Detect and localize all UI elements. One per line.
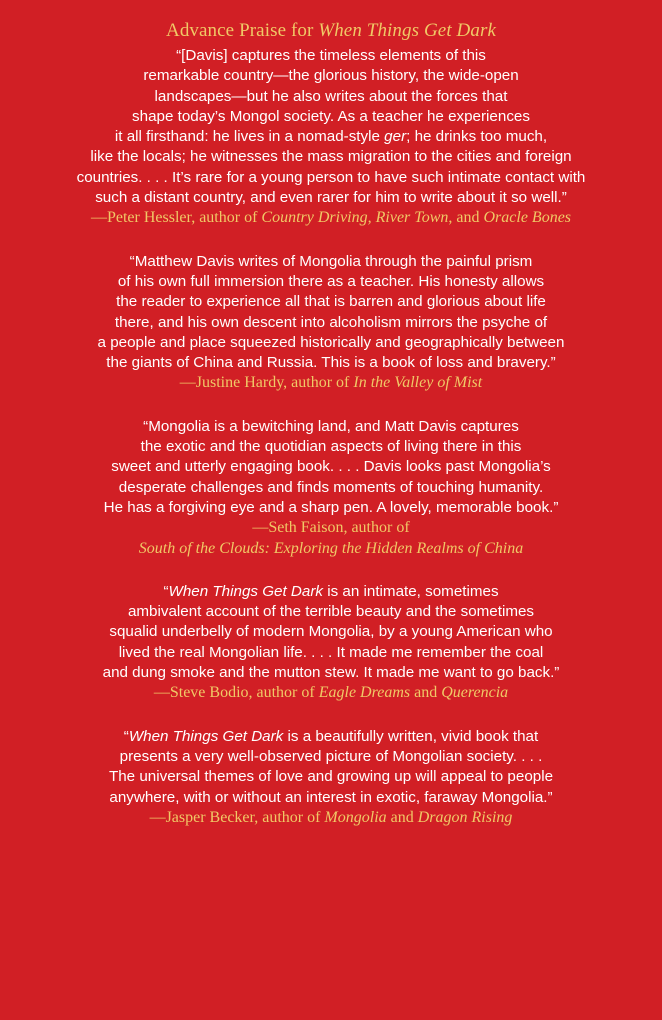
text-run: —Peter Hessler, author of bbox=[90, 209, 262, 227]
text-run: —Justine Hardy, author of bbox=[179, 374, 354, 392]
text-run: the reader to experience all that is barren and glorious about life bbox=[116, 293, 546, 311]
attribution-line bbox=[0, 539, 662, 559]
quote-line bbox=[0, 333, 662, 353]
title-text: ger bbox=[384, 128, 407, 146]
attribution-line bbox=[0, 373, 662, 393]
praise-heading-prefix: Advance Praise for bbox=[166, 20, 319, 41]
quote-line bbox=[0, 747, 662, 767]
text-run: and bbox=[386, 808, 418, 826]
quote-line bbox=[0, 498, 662, 518]
quote-line bbox=[0, 767, 662, 787]
text-run: “ bbox=[163, 582, 169, 600]
quote-line bbox=[0, 622, 662, 642]
text-run: is an intimate, sometimes bbox=[322, 582, 499, 600]
text-run: anywhere, with or without an interest in exotic, faraway Mongolia.” bbox=[109, 788, 553, 806]
text-run: and dung smoke and the mutton stew. It made me want to go back.” bbox=[102, 664, 560, 682]
quote-line bbox=[0, 188, 662, 208]
text-run: and bbox=[410, 684, 442, 702]
quote-line bbox=[0, 87, 662, 107]
text-run: squalid underbelly of modern Mongolia, by a young American who bbox=[109, 623, 553, 641]
quote-line bbox=[0, 437, 662, 457]
praise-blurb bbox=[0, 46, 662, 229]
title-text: Oracle Bones bbox=[483, 209, 572, 227]
title-text: When Things Get Dark bbox=[128, 727, 284, 745]
text-run: it all firsthand: he lives in a nomad-style bbox=[114, 128, 385, 146]
quote-line bbox=[0, 417, 662, 437]
text-run: remarkable country—the glorious history, the wide-open bbox=[143, 67, 519, 85]
quote-line bbox=[0, 313, 662, 333]
quote-line bbox=[0, 107, 662, 127]
text-run: “Matthew Davis writes of Mongolia through the painful prism bbox=[129, 252, 533, 270]
text-run: a people and place squeezed historically and geographically between bbox=[97, 333, 565, 351]
attribution-line bbox=[0, 683, 662, 703]
quote-line bbox=[0, 292, 662, 312]
text-run: countries. . . . It’s rare for a young person to have such intimate contact with bbox=[76, 168, 586, 186]
text-run: landscapes—but he also writes about the forces that bbox=[154, 87, 508, 105]
quote-line bbox=[0, 457, 662, 477]
attribution-line bbox=[0, 518, 662, 538]
quote-line bbox=[0, 353, 662, 373]
quote-line bbox=[0, 788, 662, 808]
quote-line bbox=[0, 663, 662, 683]
praise-blurb bbox=[0, 252, 662, 394]
text-run: —Jasper Becker, author of bbox=[149, 808, 325, 826]
quote-line bbox=[0, 582, 662, 602]
quote-line bbox=[0, 46, 662, 66]
text-run: , and bbox=[448, 209, 484, 227]
attribution-line bbox=[0, 208, 662, 228]
text-run: “Mongolia is a bewitching land, and Matt Davis captures bbox=[143, 417, 519, 435]
blurb-list bbox=[0, 46, 662, 828]
quote-line bbox=[0, 602, 662, 622]
text-run: of his own full immersion there as a teacher. His honesty allows bbox=[117, 272, 545, 290]
title-text: Eagle Dreams bbox=[318, 684, 411, 702]
text-run: sweet and utterly engaging book. . . . Davis looks past Mongolia’s bbox=[111, 458, 551, 476]
title-text: Country Driving, River Town bbox=[261, 209, 449, 227]
praise-blurb bbox=[0, 727, 662, 828]
text-run: shape today’s Mongol society. As a teacher he experiences bbox=[132, 107, 530, 125]
text-run: “[Davis] captures the timeless elements of this bbox=[176, 47, 486, 64]
quote-line bbox=[0, 478, 662, 498]
text-run: —Seth Faison, author of bbox=[252, 519, 410, 537]
text-run: ; he drinks too much, bbox=[406, 128, 548, 146]
attribution-line bbox=[0, 808, 662, 828]
title-text: Mongolia bbox=[324, 808, 387, 826]
praise-blurb bbox=[0, 417, 662, 559]
text-run: ambivalent account of the terrible beauty and the sometimes bbox=[127, 603, 535, 621]
text-run: like the locals; he witnesses the mass migration to the cities and foreign bbox=[90, 148, 572, 166]
quote-line bbox=[0, 272, 662, 292]
praise-heading bbox=[0, 19, 662, 43]
title-text: South of the Clouds: Exploring the Hidden Realms of China bbox=[138, 539, 524, 557]
praise-blurb bbox=[0, 582, 662, 704]
text-run: The universal themes of love and growing up will appeal to people bbox=[108, 768, 554, 786]
text-run: —Steve Bodio, author of bbox=[153, 684, 319, 702]
quote-line bbox=[0, 127, 662, 147]
praise-heading-book-title: When Things Get Dark bbox=[318, 20, 496, 41]
text-run: is a beautifully written, vivid book that bbox=[283, 727, 539, 745]
quote-line bbox=[0, 252, 662, 272]
title-text: Querencia bbox=[441, 684, 509, 702]
text-run: lived the real Mongolian life. . . . It made me remember the coal bbox=[118, 643, 544, 661]
text-run: the giants of China and Russia. This is a book of loss and bravery.” bbox=[106, 354, 556, 372]
quote-line bbox=[0, 168, 662, 188]
title-text: When Things Get Dark bbox=[168, 582, 323, 600]
title-text: Dragon Rising bbox=[417, 808, 513, 826]
text-run: the exotic and the quotidian aspects of living there in this bbox=[140, 438, 522, 456]
quote-line bbox=[0, 727, 662, 747]
quote-line bbox=[0, 147, 662, 167]
quote-line bbox=[0, 643, 662, 663]
text-run: “ bbox=[123, 727, 129, 745]
text-run: desperate challenges and finds moments of touching humanity. bbox=[118, 478, 544, 496]
title-text: In the Valley of Mist bbox=[353, 374, 483, 392]
text-run: there, and his own descent into alcoholism mirrors the psyche of bbox=[114, 313, 548, 331]
text-run: presents a very well-observed picture of Mongolian society. . . . bbox=[119, 747, 543, 765]
quote-line bbox=[0, 66, 662, 86]
text-run: He has a forgiving eye and a sharp pen. A lovely, memorable book.” bbox=[103, 498, 559, 516]
text-run: such a distant country, and even rarer for him to write about it so well.” bbox=[95, 189, 567, 207]
